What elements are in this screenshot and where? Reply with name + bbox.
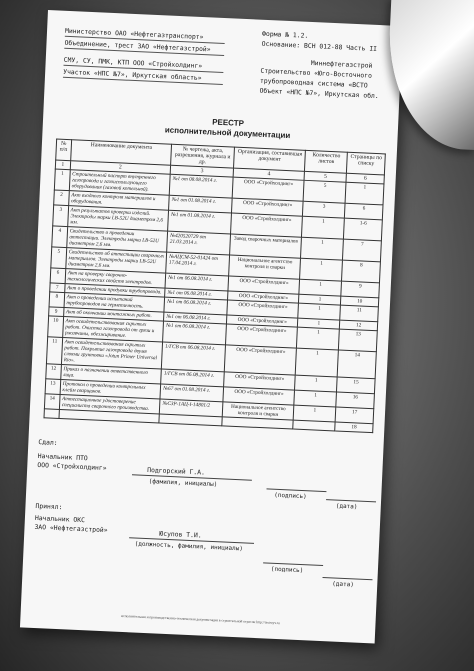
table-cell: №1 от 06.08.2014 г. [163, 321, 227, 345]
table-cell [159, 414, 222, 426]
table-cell: 16 [336, 392, 374, 409]
table-cell: 1 [345, 182, 384, 205]
contractor-line: СМУ, СУ, ПМК, КТП ООО «Стройхолдинг» [63, 56, 223, 73]
table-cell: 10 [48, 316, 64, 338]
table-cell: 1 [300, 258, 343, 281]
table-cell: 3 [303, 201, 346, 218]
table-cell: 4 [52, 226, 68, 248]
table-cell: Акт об окончании монтажных работ. [63, 308, 164, 322]
table-cell: ООО «Стройхолдинг» [226, 324, 298, 348]
col-header-drawing: № чертежа, акта, разрешения, журнала и др. [171, 144, 235, 168]
table-cell: №СЗР-1АЦ-I-14801/2 [160, 399, 223, 417]
page-curl [385, 0, 474, 150]
table-cell: 13 [339, 329, 378, 352]
position-caption: (должность, фамилия, инициалы) [134, 540, 244, 553]
table-cell: ООО «Стройхолдинг» [228, 276, 300, 294]
table-cell: Акт результатов проверки изделий. Электроды марки LB-52U диаметром 2,6 мм. [67, 206, 168, 232]
table-cell: 1 [301, 237, 344, 260]
col-number: 2 [70, 161, 171, 175]
table-cell: №1 от 01.08.2014 г. [169, 195, 232, 213]
table-cell: 11 [340, 305, 378, 322]
col-header-sheets: Количество листов [305, 150, 348, 173]
registry-sheet [20, 10, 403, 643]
table-cell: ООО «Стройхолдинг» [227, 300, 299, 318]
table-cell: 5 [303, 180, 346, 203]
received-name: Юсупов Т.И. [159, 529, 202, 540]
table-cell: ООО «Стройхолдинг» [224, 345, 296, 375]
table-cell: 1 [302, 216, 345, 239]
handed-role: Начальник ПТО ООО «Стройхолдинг» [37, 451, 107, 473]
table-cell: 14 [44, 394, 59, 410]
basis-line: Основание: ВСН 012-88 Часть II [261, 39, 378, 53]
header-left [63, 27, 225, 87]
table-cell: 15 [337, 377, 375, 394]
table-cell: 1 [298, 303, 341, 320]
col-header-number: № п/п [56, 139, 72, 161]
table-cell: №1 от 01.08.2014 г. [168, 210, 232, 234]
ministry-line: Министерство ОАО «Нефтегазтранспорт» [65, 27, 225, 44]
handed-name: Подгорский Г.А. [147, 465, 206, 477]
table-cell: 1 [296, 348, 339, 377]
table-cell: 13 [45, 379, 60, 395]
table-cell: №420520729 от 21.03.2014 г. [167, 231, 231, 255]
col-number: 1 [55, 160, 70, 170]
col-number: 5 [304, 171, 346, 182]
col-number: 6 [346, 173, 384, 184]
col-number: 3 [170, 165, 233, 177]
footer-note: исполнительная и производственно-техническая документация в строительной отрасли http://isstroyv.ru [121, 613, 280, 626]
name-caption: (фамилия, инициалы) [148, 478, 218, 489]
table-cell: 1 [299, 279, 342, 296]
table-cell: №1 от 06.08.2014 г. [164, 297, 227, 315]
table-cell: ООО «Стройхолдинг» [231, 213, 303, 237]
object-line: Объект «НПС №7», Иркутская обл. [259, 86, 379, 101]
site-line: Участок «НПС №7», Иркутская область» [63, 68, 223, 85]
table-cell: 11 [46, 337, 62, 365]
table-cell: Приказ о назначении ответственного лица. [60, 364, 161, 384]
table-cell: 1 [299, 294, 341, 305]
table-cell: 6 [345, 203, 383, 220]
table-cell: 12 [340, 320, 378, 331]
table-cell: 1 [294, 390, 337, 407]
table-cell: 7 [343, 239, 382, 262]
table-cell: №1 от 08.08.2014 г. [169, 174, 233, 198]
table-cell: Строительный паспорт внутреннего газопровода и газоиспользующего оборудования (газовой котельной). [69, 170, 170, 196]
title-main: РЕЕСТР [211, 117, 245, 129]
table-body [44, 169, 384, 433]
table-cell: Акт о проведении продувки трубопровода. [64, 284, 165, 298]
table-cell: 17 [335, 407, 373, 424]
table-cell: Акт освидетельствования скрытых работ. Покрытие газопровода двумя слоями грунтовки «Jotun Primer Universal Rio». [61, 337, 163, 369]
table-cell: ООО «Стройхолдинг» [223, 387, 295, 405]
table-cell: Акт о проведении испытаний трубопроводов на герметичность. [64, 293, 165, 313]
table-cell: 6 [50, 268, 65, 284]
table-cell: 1 [298, 318, 340, 329]
table-cell: 1/ГСВ от 06.08.2014 г. [162, 342, 226, 372]
table-cell: Завод сварочных материалов [230, 234, 302, 258]
table-cell: №1 от 06.08.2014 г. [165, 273, 228, 291]
sign-caption: (подпись) [274, 491, 307, 501]
table-cell: ООО «Стройхолдинг» [232, 198, 304, 216]
table-cell: 1 [295, 375, 338, 392]
table-cell: №1 от 06.08.2014 г. [165, 288, 228, 300]
table-cell: 1 [293, 405, 336, 422]
table-cell: Аттестационное удостоверение специалиста сварочного производства. [59, 394, 160, 414]
table-cell: 10 [341, 296, 379, 307]
table-cell: 1-6 [344, 218, 383, 241]
table-cell: Акт входного контроля материалов и оборудования. [68, 191, 169, 211]
sign-caption: (подпись) [270, 565, 304, 575]
table-cell: №АЦСМ-52-01424 от 17.04.2014 г. [166, 252, 230, 276]
table-cell: Национальное агентство контроля и сварки [222, 402, 294, 420]
col-header-organization: Организация, составившая документ [234, 147, 306, 171]
registry-table [43, 139, 385, 434]
table-cell [44, 409, 59, 419]
table-cell: 1 [297, 327, 340, 350]
construction-line: Строительство «Юго-Восточного [260, 66, 373, 80]
document-title [142, 114, 313, 142]
table-cell: ООО «Стройхолдинг» [227, 315, 299, 327]
table-cell: 9 [49, 307, 64, 317]
ministry-right: Миннефтегазстрой [310, 58, 373, 70]
col-number: 4 [233, 168, 305, 180]
table-cell: 1/ГСВ от 06.08.2014 г. [161, 369, 224, 387]
table-cell: 8 [342, 260, 381, 283]
received-label: Принял: [35, 501, 63, 512]
table-cell [222, 417, 294, 429]
received-role: Начальник ОКС ЗАО «Нефтегазстрой» [34, 513, 108, 535]
table-cell: 18 [335, 422, 373, 433]
table-cell: ООО «Стройхолдинг» [224, 372, 296, 390]
table-cell: 12 [46, 364, 61, 380]
date-caption: (дата) [332, 580, 355, 589]
table-cell: Акт на проверку сварочно-технологических свойств электродов. [65, 269, 166, 289]
col-header-pages: Страницы по списку [347, 152, 386, 175]
table-cell: ООО «Стройхолдинг» [228, 291, 300, 303]
table-cell: №67 от 01.08.2014 г. [160, 384, 223, 402]
table-cell: 9 [341, 281, 379, 298]
table-cell: ООО «Стройхолдинг» [232, 177, 304, 201]
table-cell: Свидетельство о проведении аттестации. Электроды марки LB-52U диаметром 2,6 мм. [66, 227, 167, 253]
table-cell: 5 [51, 247, 67, 269]
table-cell: 14 [337, 350, 376, 379]
table-cell [293, 420, 335, 431]
table-cell: 2 [54, 190, 69, 206]
received-block [32, 502, 375, 597]
date-caption: (дата) [335, 502, 358, 511]
table-cell: №1 от 06.08.2014 г. [164, 312, 227, 324]
association-line: Объединение, трест ЗАО «Нефтегазстрой» [64, 39, 224, 56]
pipeline-line: трубопроводная система «ВСТО [259, 76, 368, 90]
table-cell: Акт освидетельствования скрытых работ. Очистка газопровода от грязи и ржавчины, обезжиривание. [62, 317, 163, 343]
handed-block [36, 438, 378, 513]
table-cell: 8 [49, 292, 64, 308]
title-sub: исполнительной документации [164, 125, 291, 141]
handed-label: Сдал: [38, 438, 58, 447]
table-cell: Свидетельство об аттестации сварочных материалов. Электроды марки LB-52U диаметром 2,6 мм. [65, 248, 166, 274]
table-cell: 1 [54, 169, 70, 191]
table-cell: Национальное агентство контроля и сварки [229, 255, 301, 279]
col-header-name: Наименование документа [70, 140, 171, 166]
form-number: Форма № 1.2. [261, 29, 309, 40]
table-cell: 7 [50, 283, 65, 293]
table-cell: Протокол о проведении контрольных клейм сварщиков. [60, 379, 161, 399]
table-cell: 3 [53, 205, 69, 227]
